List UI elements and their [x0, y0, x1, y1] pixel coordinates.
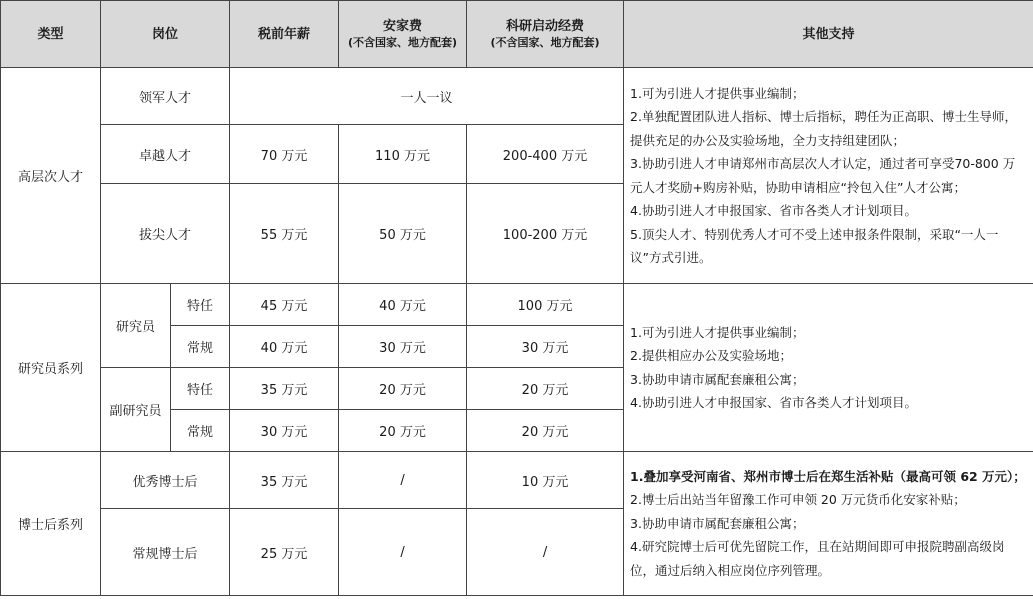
cell-settle: / [339, 452, 467, 509]
support-item: 2.博士后出站当年留豫工作可申领 20 万元货币化安家补贴； [630, 492, 966, 508]
header-position: 岗位 [101, 1, 230, 68]
cell-settle: 30 万元 [339, 326, 467, 368]
cell-settle: / [339, 509, 467, 596]
header-settle-label: 安家费 [383, 18, 423, 34]
cell-salary: 45 万元 [230, 284, 339, 326]
cell-research: 200-400 万元 [467, 125, 624, 184]
position-researcher: 研究员 [101, 284, 171, 368]
subposition-regular: 常规 [171, 410, 230, 452]
position-leader: 领军人才 [101, 68, 230, 125]
cell-settle: 50 万元 [339, 184, 467, 284]
position-top: 拔尖人才 [101, 184, 230, 284]
header-settle [339, 1, 467, 68]
cell-research: 20 万元 [467, 368, 624, 410]
support-item: 4.协助引进人才申报国家、省市各类人才计划项目。 [630, 203, 917, 218]
cell-research: 100 万元 [467, 284, 624, 326]
header-settle-note: (不含国家、地方配套) [347, 35, 458, 49]
cell-settle: 40 万元 [339, 284, 467, 326]
support-item: 3.协助申请市属配套廉租公寓； [630, 515, 805, 531]
cell-salary: 35 万元 [230, 452, 339, 509]
cell-salary: 70 万元 [230, 125, 339, 184]
header-research-label: 科研启动经费 [506, 18, 585, 34]
position-regular-postdoc: 常规博士后 [101, 509, 230, 596]
table-row [1, 284, 1033, 326]
cell-research: / [467, 509, 624, 596]
cell-research: 100-200 万元 [467, 184, 624, 284]
support-item: 2.单独配置团队进人指标、博士后指标，聘任为正高职、博士生导师，提供充足的办公及实验场地，全力支持组建团队； [630, 109, 1017, 148]
position-associate: 副研究员 [101, 368, 171, 452]
cell-salary: 25 万元 [230, 509, 339, 596]
table-row [1, 68, 1033, 125]
subposition-special: 特任 [171, 368, 230, 410]
support-item: 3.协助申请市属配套廉租公寓； [630, 371, 805, 387]
cell-settle: 20 万元 [339, 368, 467, 410]
table-row [1, 452, 1033, 509]
subposition-regular: 常规 [171, 326, 230, 368]
cell-salary: 40 万元 [230, 326, 339, 368]
support-item: 4.协助引进人才申报国家、省市各类人才计划项目。 [630, 395, 917, 410]
support-item: 4.研究院博士后可优先留院工作，且在站期间即可申报院聘副高级岗位，通过后纳入相应岗位序列管理。 [630, 539, 1005, 578]
support-item: 1.可为引进人才提供事业编制； [630, 324, 805, 340]
category-researcher: 研究员系列 [1, 284, 101, 452]
support-item: 5.顶尖人才、特别优秀人才可不受上述申报条件限制，采取“一人一议”方式引进。 [630, 226, 999, 265]
support-item: 1.叠加享受河南省、郑州市博士后在郑生活补贴（最高可领 62 万元）； [630, 468, 1026, 484]
header-research [467, 1, 624, 68]
header-type: 类型 [1, 1, 101, 68]
support-high [624, 68, 1033, 284]
position-excellent: 卓越人才 [101, 125, 230, 184]
support-researcher [624, 284, 1033, 452]
cell-settle: 20 万元 [339, 410, 467, 452]
leader-value: 一人一议 [230, 68, 624, 125]
cell-research: 20 万元 [467, 410, 624, 452]
position-outstanding-postdoc: 优秀博士后 [101, 452, 230, 509]
support-item: 2.提供相应办公及实验场地； [630, 348, 792, 363]
header-research-note: (不含国家、地方配套) [490, 35, 600, 49]
support-postdoc [624, 452, 1033, 596]
header-salary: 税前年薪 [230, 1, 339, 68]
header-support: 其他支持 [624, 1, 1033, 68]
support-item: 3.协助引进人才申请郑州市高层次人才认定，通过者可享受70-800 万元人才奖励+购房补贴，协助申请相应“拎包入住”人才公寓； [630, 156, 1016, 195]
cell-settle: 110 万元 [339, 125, 467, 184]
cell-research: 10 万元 [467, 452, 624, 509]
cell-salary: 55 万元 [230, 184, 339, 284]
category-postdoc: 博士后系列 [1, 452, 101, 596]
subposition-special: 特任 [171, 284, 230, 326]
cell-research: 30 万元 [467, 326, 624, 368]
support-item: 1.可为引进人才提供事业编制； [630, 85, 805, 101]
cell-salary: 30 万元 [230, 410, 339, 452]
category-high: 高层次人才 [1, 68, 101, 284]
cell-salary: 35 万元 [230, 368, 339, 410]
